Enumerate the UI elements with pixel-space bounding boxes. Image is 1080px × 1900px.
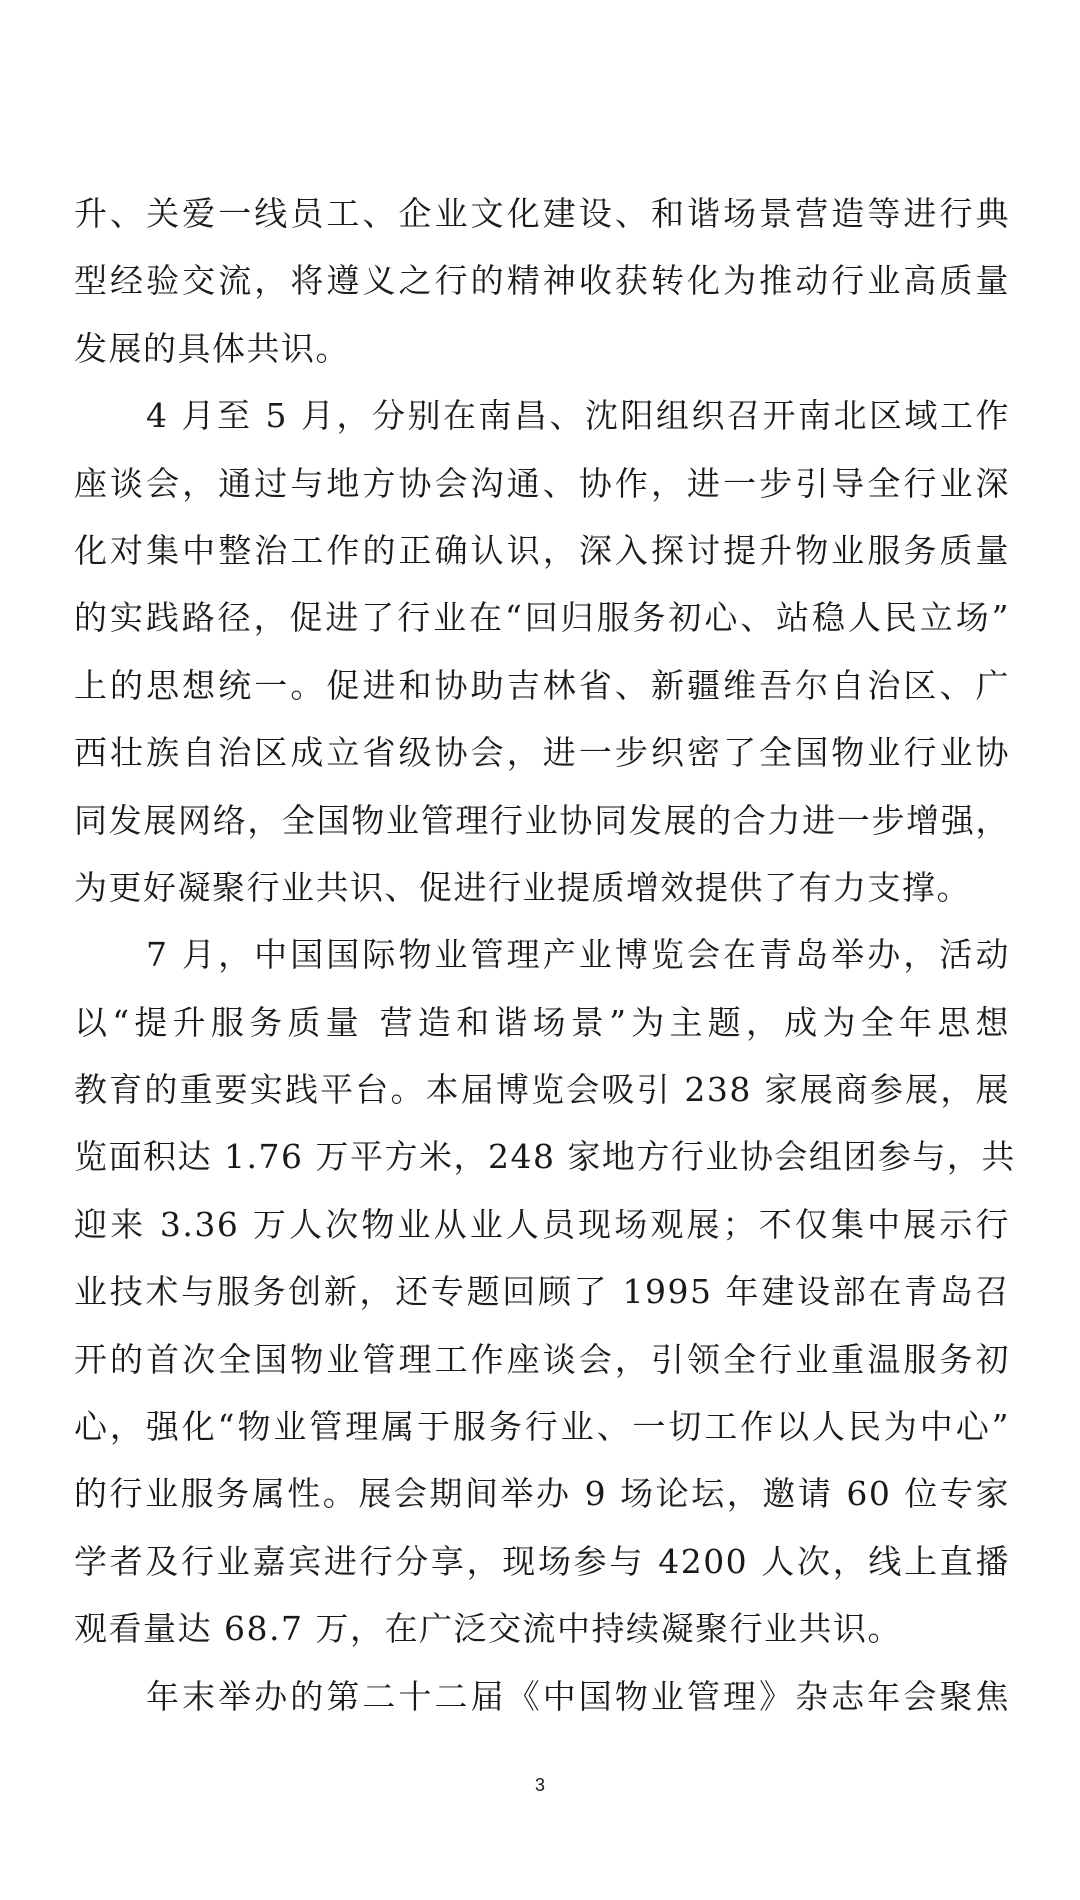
text-line-1: 升、关爱一线员工、企业文化建设、和谐场景营造等进行典 [74, 194, 1010, 233]
text-line-10: 同发展网络，全国物业管理行业协同发展的合力进一步增强， [74, 800, 1010, 840]
text-line-18: 开的首次全国物业管理工作座谈会，引领全行业重温服务初 [74, 1339, 1010, 1379]
text-line-5: 座谈会，通过与地方协会沟通、协作，进一步引导全行业深 [74, 463, 1010, 503]
text-line-16: 迎来 3.36 万人次物业从业人员现场观展；不仅集中展示行 [74, 1204, 1010, 1244]
text-line-12: 7 月，中国国际物业管理产业博览会在青岛举办，活动 [146, 935, 1010, 975]
text-line-7: 的实践路径，促进了行业在“回归服务初心、站稳人民立场” [74, 598, 1010, 638]
text-line-3: 发展的具体共识。 [74, 328, 350, 368]
text-line-6: 化对集中整治工作的正确认识，深入探讨提升物业服务质量 [74, 530, 1010, 570]
text-line-19: 心，强化“物业管理属于服务行业、一切工作以人民为中心” [74, 1407, 1010, 1447]
text-line-21: 学者及行业嘉宾进行分享，现场参与 4200 人次，线上直播 [74, 1541, 1010, 1581]
page-number: 3 [534, 1775, 545, 1795]
body-text [74, 180, 1016, 1730]
text-line-14: 教育的重要实践平台。本届博览会吸引 238 家展商参展，展 [74, 1070, 1010, 1110]
text-line-22: 观看量达 68.7 万，在广泛交流中持续凝聚行业共识。 [74, 1609, 902, 1649]
text-line-8: 上的思想统一。促进和协助吉林省、新疆维吾尔自治区、广 [74, 665, 1010, 705]
text-line-20: 的行业服务属性。展会期间举办 9 场论坛，邀请 60 位专家 [74, 1474, 1010, 1514]
text-line-4: 4 月至 5 月，分别在南昌、沈阳组织召开南北区域工作 [146, 396, 1010, 436]
text-line-17: 业技术与服务创新，还专题回顾了 1995 年建设部在青岛召 [74, 1272, 1010, 1312]
text-line-13: 以“提升服务质量 营造和谐场景”为主题，成为全年思想 [74, 1002, 1010, 1042]
text-line-9: 西壮族自治区成立省级协会，进一步织密了全国物业行业协 [74, 733, 1010, 773]
text-line-15: 览面积达 1.76 万平方米，248 家地方行业协会组团参与，共 [74, 1137, 1016, 1177]
text-line-11: 为更好凝聚行业共识、促进行业提质增效提供了有力支撑。 [74, 867, 971, 907]
text-line-23: 年末举办的第二十二届《中国物业管理》杂志年会聚焦 [146, 1676, 1010, 1716]
text-line-2: 型经验交流，将遵义之行的精神收获转化为推动行业高质量 [74, 261, 1010, 301]
